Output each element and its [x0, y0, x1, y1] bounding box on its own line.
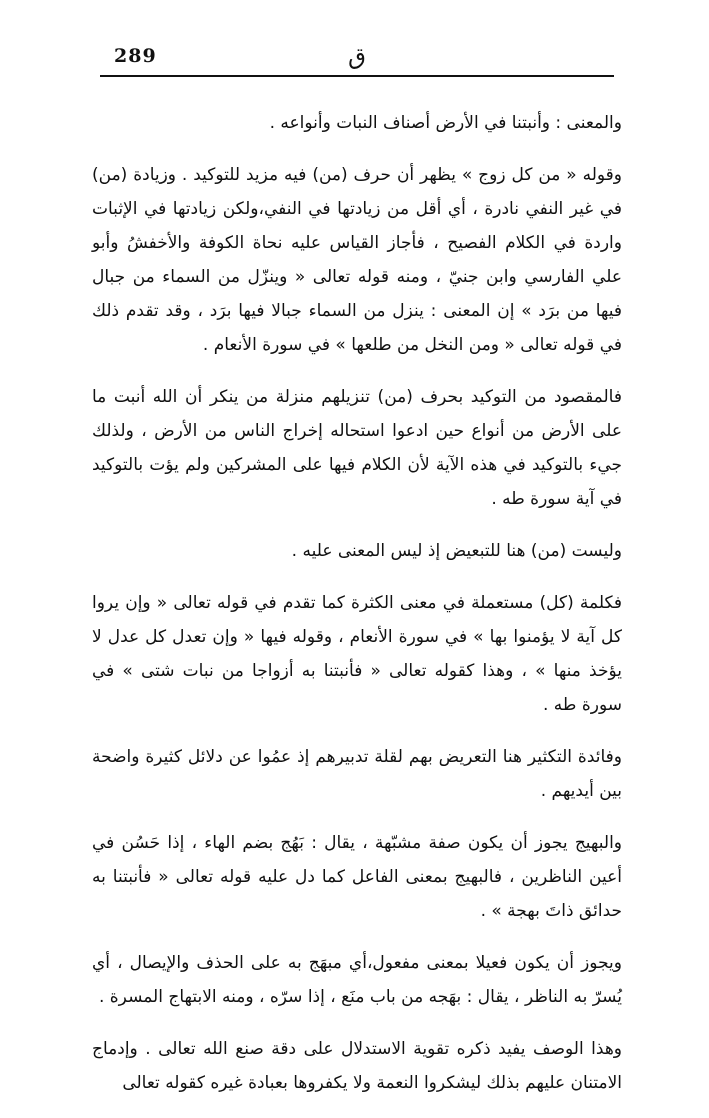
paragraph: وقوله « من كل زوج » يظهر أن حرف (من) فيه مزيد للتوكيد . وزيادة (من) في غير النفي نادرة ، أي أقل من زيادتها في النفي،ولكن زيادتها في الإثبات واردة في الكلام الفصيح ، فأجاز القياس عليه نحاة الكوفة والأخفشُ وأبو علي الفارسي وابن جنيّ ، ومنه قوله تعالى « وينزّل من السماء من جبال فيها من برَد » إن المعنى : ينزل من السماء جبالا فيها برَد ، وقد تقدم ذلك في قوله تعالى « ومن النخل من طلعها » في سورة الأنعام . [92, 165, 622, 355]
page-header [100, 42, 614, 72]
paragraph: فكلمة (كل) مستعملة في معنى الكثرة كما تقدم في قوله تعالى « وإن يروا كل آية لا يؤمنوا بها » في سورة الأنعام ، وقوله فيها « وإن تعدل كل عدل لا يؤخذ منها » ، وهذا كقوله تعالى « فأنبتنا به أزواجا من نبات شتى » في سورة طه . [92, 593, 622, 715]
paragraph: والبهيج يجوز أن يكون صفة مشبّهة ، يقال : بَهُج بضم الهاء ، إذا حَسُن في أعين الناظرين ، فالبهيج بمعنى الفاعل كما دل عليه قوله تعالى « فأنبتنا به حدائق ذاتَ بهجة » . [92, 833, 622, 921]
page-body [92, 106, 622, 1118]
page-number: 289 [114, 45, 157, 67]
paragraph: وفائدة التكثير هنا التعريض بهم لقلة تدبيرهم إذ عمُوا عن دلائل كثيرة واضحة بين أيديهم . [92, 747, 622, 801]
paragraph: والمعنى : وأنبتنا في الأرض أصناف النبات وأنواعه . [269, 113, 622, 133]
paragraph: ويجوز أن يكون فعيلا بمعنى مفعول،أي مبهَج به على الحذف والإيصال ، أي يُسرّ به الناظر ، يقال : بهَجه من باب منَع ، إذا سرّه ، ومنه الابتهاج المسرة . [92, 953, 622, 1007]
surah-title: ق [348, 44, 366, 70]
paragraph: وليست (من) هنا للتبعيض إذ ليس المعنى عليه . [291, 541, 622, 561]
header-divider [100, 75, 614, 77]
paragraph: وهذا الوصف يفيد ذكره تقوية الاستدلال على دقة صنع الله تعالى . وإدماج الامتنان عليهم بذلك ليشكروا النعمة ولا يكفروها بعبادة غيره كقوله تعالى [92, 1039, 622, 1093]
paragraph: فالمقصود من التوكيد بحرف (من) تنزيلهم منزلة من ينكر أن الله أنبت ما على الأرض من أنواع حين ادعوا استحاله إخراج الناس من الأرض ، ولذلك جيء بالتوكيد في هذه الآية لأن الكلام فيها على المشركين ولم يؤت بالتوكيد في آية سورة طه . [92, 387, 622, 509]
